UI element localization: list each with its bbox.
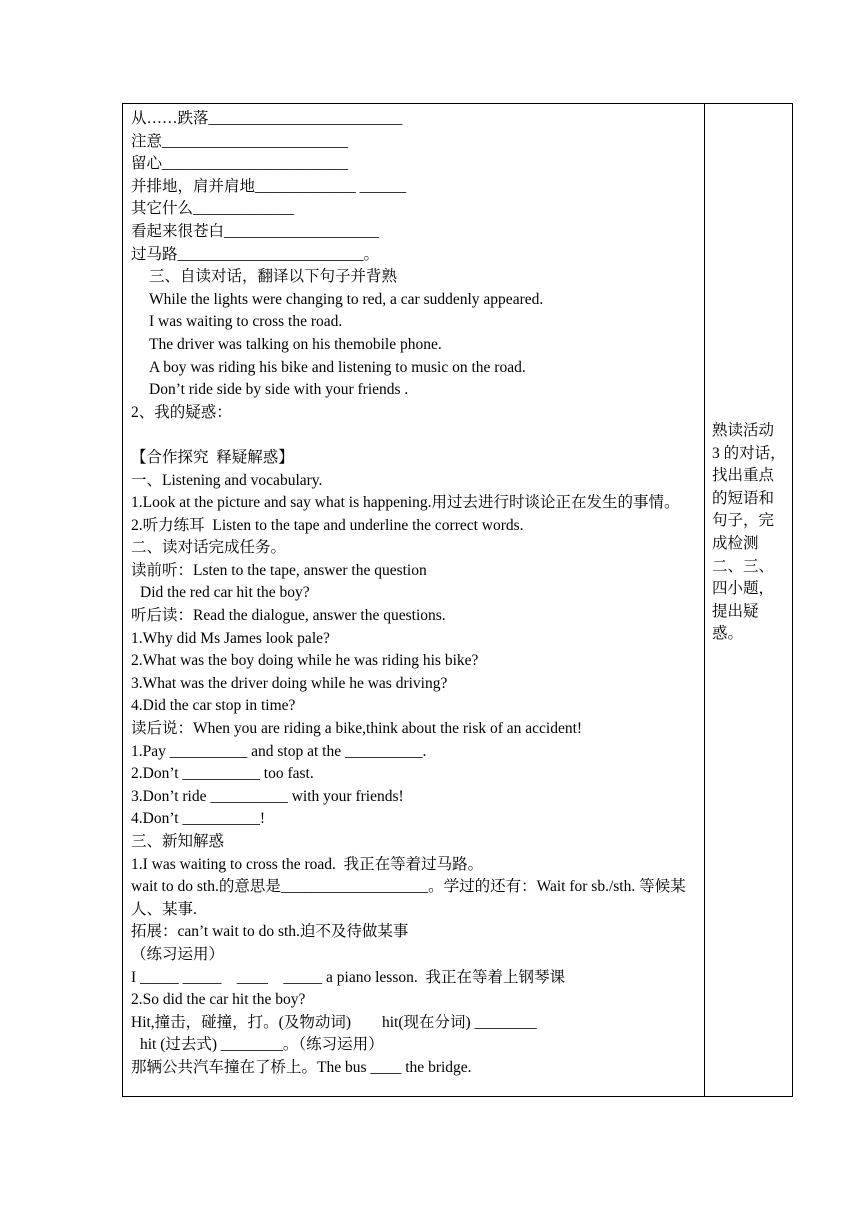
side-note-line: 的短语和 [712,489,775,507]
side-note-line: 二、三、 [712,557,775,575]
vocab-line-cross-road: 过马路________________________。 [131,245,380,263]
my-questions-heading: 2、我的疑惑： [131,403,232,421]
side-note-line: 成检测 [712,534,759,552]
listening-heading: 一、Listening and vocabulary. [131,471,323,489]
vocab-line-side-by-side: 并排地，肩并肩地_____________ ______ [131,177,407,195]
vocab-line-fall-from: 从……跌落_________________________ [131,110,403,127]
sentence-line: The driver was talking on his themobile phone. [149,335,442,353]
fill-blank-line: 4.Don’t __________! [131,810,266,828]
blank-line [131,424,697,447]
practice-label: （练习运用） [131,945,225,963]
side-note [712,420,788,646]
vocab-line-look-pale: 看起来很苍白____________________ [131,222,380,240]
vocab-line-pay-attention: 注意________________________ [131,132,349,150]
question-line: 4.Did the car stop in time? [131,697,296,715]
cooperation-heading: 【合作探究 释疑解惑】 [131,448,294,466]
knowledge-line: wait to do sth.的意思是___________________。学过的还有：Wait for sb./sth. 等候某人、某事. [131,878,686,918]
practice-line: I _____ _____ ____ _____ a piano lesson. 我正在等着上钢琴课 [131,968,565,986]
side-note-line: 熟读活动 [712,422,775,439]
sentence-line: A boy was riding his bike and listening to music on the road. [149,358,526,376]
knowledge-line: 2.So did the car hit the boy? [131,991,306,1009]
knowledge-line: 1.I was waiting to cross the road. 我正在等着过马路。 [131,855,484,873]
question-line: 3.What was the driver doing while he was driving? [131,674,448,692]
side-note-line: 句子，完 [712,512,775,530]
post-listen-line: 听后读：Read the dialogue, answer the questions. [131,607,446,625]
side-note-line: 提出疑 [712,602,759,620]
hit-past-line: hit (过去式) ________。（练习运用） [140,1036,384,1054]
task-line: 2.听力练耳 Listen to the tape and underline the correct words. [131,516,524,534]
new-knowledge-heading: 三、新知解惑 [131,833,225,850]
fill-blank-line: 3.Don’t ride __________ with your friends! [131,787,404,805]
side-note-line: 四小题， [712,580,775,598]
vocab-line-what-else: 其它什么_____________ [131,200,294,218]
dialogue-heading: 二、读对话完成任务。 [131,539,287,557]
section-heading-translate: 三、自读对话，翻译以下句子并背熟 [149,268,398,286]
fill-blank-line: 2.Don’t __________ too fast. [131,765,314,783]
task-line: 1.Look at the picture and say what is happening.用过去进行时谈论正在发生的事情。 [131,494,680,512]
sentence-line: I was waiting to cross the road. [149,313,343,331]
sentence-line: Don’t ride side by side with your friends . [149,381,409,399]
extension-line: 拓展：can’t wait to do sth.迫不及待做某事 [131,923,409,941]
column-divider [704,104,705,1096]
side-note-line: 找出重点 [712,467,775,485]
hit-definition-line: Hit,撞击，碰撞，打。(及物动词) hit(现在分词) ________ [131,1013,537,1031]
after-reading-line: 读后说：When you are riding a bike,think about the risk of an accident! [131,720,583,738]
pre-listen-line: 读前听：Lsten to the tape, answer the question [131,561,427,579]
worksheet-table [122,103,793,1097]
vocab-line-look-out: 留心________________________ [131,155,349,173]
fill-blank-line: 1.Pay __________ and stop at the __________. [131,742,427,760]
pre-listen-question: Did the red car hit the boy? [140,584,310,602]
side-note-line: 惑。 [712,625,744,643]
question-line: 1.Why did Ms James look pale? [131,629,330,647]
bus-sentence-line: 那辆公共汽车撞在了桥上。The bus ____ the bridge. [131,1058,472,1076]
main-column [131,108,697,1080]
question-line: 2.What was the boy doing while he was riding his bike? [131,652,479,670]
sentence-line: While the lights were changing to red, a car suddenly appeared. [149,290,544,308]
side-note-line: 3 的对话， [712,444,786,462]
